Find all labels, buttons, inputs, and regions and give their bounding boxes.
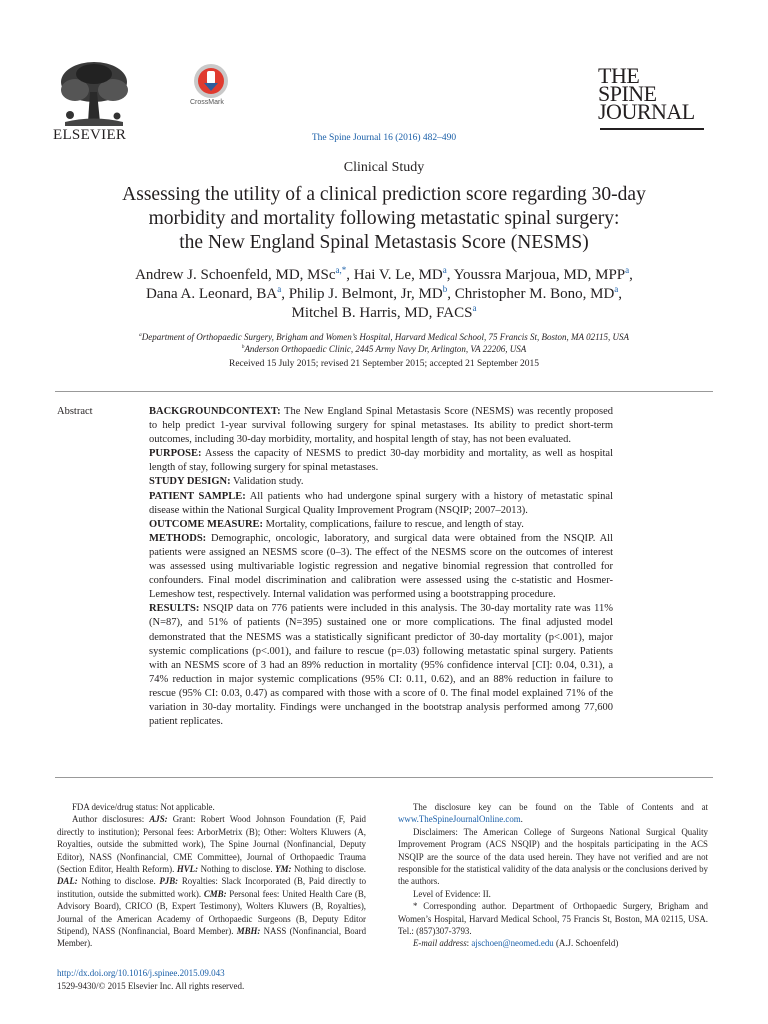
abstract-heading: METHODS: bbox=[149, 532, 207, 544]
affiliation-mark: b bbox=[241, 344, 245, 350]
journal-logo-line: JOURNAL bbox=[598, 99, 695, 124]
disclosure-label: HVL: bbox=[176, 864, 199, 875]
affiliation bbox=[60, 343, 708, 355]
crossmark-label: CrossMark bbox=[190, 99, 224, 106]
author-affiliation-mark[interactable]: a bbox=[614, 284, 619, 294]
abstract-heading: PATIENT SAMPLE: bbox=[149, 490, 246, 502]
author-separator: , bbox=[346, 267, 354, 283]
abstract-heading: STUDY DESIGN: bbox=[149, 476, 231, 488]
email-label: E-mail address bbox=[413, 938, 467, 949]
level-of-evidence: Level of Evidence: II. bbox=[413, 888, 491, 899]
author-separator: , bbox=[447, 286, 455, 302]
author-list bbox=[70, 266, 698, 323]
publisher-name: ELSEVIER bbox=[53, 127, 127, 143]
author-affiliation-mark[interactable]: a bbox=[625, 265, 630, 275]
author-line bbox=[70, 304, 698, 323]
author-separator: , bbox=[281, 286, 289, 302]
disclosure-label: MBH: bbox=[236, 926, 261, 937]
abstract-section bbox=[149, 475, 613, 489]
email-owner: (A.J. Schoenfeld) bbox=[553, 938, 619, 949]
author-name: Christopher M. Bono, MD bbox=[454, 286, 615, 302]
divider bbox=[55, 391, 713, 392]
disclosure-key-end: . bbox=[520, 814, 523, 825]
author-separator: , bbox=[629, 267, 633, 283]
email-separator: : bbox=[466, 938, 472, 949]
affiliation-text: Department of Orthopaedic Surgery, Brigham and Women’s Hospital, Harvard Medical School, 75 Francis St, Boston, MA 02115, USA bbox=[141, 332, 629, 342]
journal-citation[interactable]: The Spine Journal 16 (2016) 482–490 bbox=[311, 133, 457, 143]
author-name: Andrew J. Schoenfeld, MD, MSc bbox=[135, 267, 336, 283]
tree-icon bbox=[55, 60, 133, 130]
author-affiliation-mark[interactable]: a bbox=[277, 284, 282, 294]
disclosure-text: Personal fees: United Health Care (B, Advisory Board), CRICO (B, Expert Testimony), Wolters Kluwers (B, Royalties), Journal of the American Academy of Orthopaedic Surgeons (B, Deputy Editor Stipend), NASS (Nonfinancial, Board Member). bbox=[57, 888, 367, 937]
abstract-heading: OUTCOME MEASURE: bbox=[149, 518, 264, 530]
disclosure-text: Grant: Robert Wood Johnson Foundation (F, Paid directly to institution); Personal fees: ArborMetrix (B); Other: Wolters Kluwers (A, Royalties, outside the submitted work), The Spine Journal (Nonfinancial, Deputy Editor), NASS (Nonfinancial, CME Committee), Journal of Orthopaedic Trauma (Section Editor, Health Reform). bbox=[57, 814, 366, 875]
abstract-text: The New England Spinal Metastasis Score (NESMS) was recently proposed to help predict 1-year survival following surgery for spinal metastases. Its ability to predict short-term outcomes, including 30-day morbidity, mortality, and hospital length of stay, has not been evaluated. bbox=[149, 406, 614, 446]
article-section: Clinical Study bbox=[343, 160, 425, 175]
abstract-section bbox=[149, 447, 613, 475]
email-line bbox=[398, 937, 708, 949]
article-title bbox=[60, 183, 708, 255]
author-name: Philip J. Belmont, Jr, MD bbox=[288, 286, 443, 302]
journal-logo-line: SPINE bbox=[598, 81, 657, 106]
abstract-heading: RESULTS: bbox=[149, 603, 200, 615]
abstract-section bbox=[149, 532, 613, 602]
abstract-text: Mortality, complications, failure to rescue, and length of stay. bbox=[265, 518, 524, 530]
author-disclosures bbox=[57, 813, 366, 949]
author-name: Mitchel B. Harris, MD, FACS bbox=[291, 305, 473, 321]
author-line bbox=[70, 285, 698, 304]
abstract-text: Demographic, oncologic, laboratory, and surgical data were obtained from the NSQIP. All patients were assigned an NESMS score (0–3). The effect of the NESMS score on the outcomes of interest was assessed using multivariable logistic regression and negative binomial regression that controlled for confounders. Final model discrimination and calibration were assessed using the c-statistic and Hosmer-Lemeshow test, respectively. Internal validation was performed using a bootstrapping procedure. bbox=[149, 532, 614, 601]
affiliation-text: Anderson Orthopaedic Clinic, 2445 Army Navy Dr, Arlington, VA 22206, USA bbox=[244, 344, 527, 354]
disclosure-text: Royalties: Slack Incorporated (B, Paid directly to institution, outside the submitted work). bbox=[57, 876, 367, 899]
article-dates: Received 15 July 2015; revised 21 September 2015; accepted 21 September 2015 bbox=[229, 359, 539, 369]
disclosure-key bbox=[398, 801, 708, 826]
issn-copyright: 1529-9430/© 2015 Elsevier Inc. All rights reserved. bbox=[57, 981, 245, 991]
author-separator: , bbox=[446, 267, 454, 283]
disclosure-label: YM: bbox=[275, 864, 292, 875]
author-affiliation-mark[interactable]: a bbox=[442, 265, 447, 275]
fda-status: FDA device/drug status: Not applicable. bbox=[72, 802, 215, 812]
abstract-section bbox=[149, 405, 613, 447]
abstract-section bbox=[149, 518, 613, 532]
author-affiliation-mark[interactable]: a bbox=[472, 303, 477, 313]
abstract-heading: BACKGROUNDCONTEXT: bbox=[149, 406, 281, 417]
crossmark-badge-icon bbox=[193, 63, 229, 99]
abstract-text: All patients who had undergone spinal surgery with a history of metastatic spinal disease within the National Surgical Quality Improvement Program (NSQIP; 2007–2013). bbox=[149, 490, 613, 516]
author-affiliation-mark[interactable]: b bbox=[442, 284, 448, 294]
journal-logo-line: THE bbox=[598, 63, 640, 88]
corresponding-author: * Corresponding author. Department of Orthopaedic Surgery, Brigham and Women’s Hospital, Harvard Medical School, 75 Francis St, Boston, MA 02115, USA. Tel.: (857)307-3793. bbox=[398, 901, 708, 937]
disclosure-text: Nothing to disclose. bbox=[81, 876, 160, 887]
author-name: Dana A. Leonard, BA bbox=[145, 286, 278, 302]
journal-logo-rule bbox=[600, 128, 704, 130]
abstract-section bbox=[149, 602, 613, 729]
elsevier-tree-logo bbox=[55, 60, 133, 130]
disclosure-key-text: The disclosure key can be found on the Table of Contents and at bbox=[413, 802, 708, 812]
disclaimers: Disclaimers: The American College of Surgeons National Surgical Quality Improvement Program (ACS NSQIP) and the hospitals participating in the ACS NSQIP are the source of the data used herein. They have not verified and are not responsible for the statistical validity of the data analysis or the conclusions derived by the authors. bbox=[398, 826, 708, 887]
footnotes-right-column bbox=[398, 801, 708, 950]
author-name: Hai V. Le, MD bbox=[353, 267, 443, 283]
abstract-heading: PURPOSE: bbox=[149, 448, 202, 460]
title-line: Assessing the utility of a clinical prediction score regarding 30-day bbox=[122, 184, 646, 205]
disclosures-lead: Author disclosures: bbox=[72, 814, 150, 825]
abstract-section bbox=[149, 490, 613, 518]
doi-link[interactable]: http://dx.doi.org/10.1016/j.spinee.2015.09.043 bbox=[57, 968, 225, 978]
author-name: Youssra Marjoua, MD, MPP bbox=[453, 267, 626, 283]
disclosure-text: NASS (Nonfinancial, Board Member). bbox=[57, 926, 367, 949]
abstract-text: NSQIP data on 776 patients were included in this analysis. The 30-day mortality rate was 11% (N=87), and 51% of patients (N=395) sustained one or more complications. The final adjusted model demonstrated that the NESMS was a statistically significant predictor of 30-day mortality (p<.001), major systemic complications (p<.001), and failure to rescue (p=.03) following metastatic spinal surgery. Patients with an NESMS score of 3 had an 89% reduction in mortality (95% confidence interval [CI]: 0.04, 0.31), a 74% reduction in major systemic complications (95% CI: 0.11, 0.62), and an 88% reduction in failure to rescue (95% CI: 0.03, 0.47) as compared with those with a score of 0. The final model explained 71% of the variation in 30-day mortality. Findings were unchanged in the bootstrap analysis performed among 77,600 patient replicates. bbox=[149, 603, 613, 728]
abstract-text: Assess the capacity of NESMS to predict 30-day morbidity and mortality, as well as hospital length of stay, following surgery for spinal metastases. bbox=[149, 448, 613, 474]
abstract-text: Validation study. bbox=[233, 476, 304, 488]
email-link[interactable]: ajschoen@neomed.edu bbox=[471, 938, 554, 949]
journal-logo bbox=[598, 63, 708, 124]
disclosure-text: Nothing to disclose. bbox=[294, 864, 366, 875]
author-line bbox=[70, 266, 698, 285]
crossmark-icon[interactable] bbox=[193, 63, 229, 99]
affiliation-mark: a bbox=[139, 332, 142, 338]
title-line: the New England Spinal Metastasis Score (NESMS) bbox=[179, 232, 589, 253]
disclosure-label: CMB: bbox=[203, 888, 227, 899]
disclosure-text: Nothing to disclose. bbox=[200, 864, 276, 875]
author-separator: , bbox=[618, 286, 623, 302]
footnotes-left-column bbox=[57, 801, 366, 950]
abstract-label: Abstract bbox=[57, 406, 93, 417]
journal-website-link[interactable]: www.TheSpineJournalOnline.com bbox=[398, 814, 521, 825]
disclosure-label: PJB: bbox=[159, 876, 179, 887]
author-affiliation-mark[interactable]: a,* bbox=[335, 265, 347, 275]
disclosure-label: AJS: bbox=[149, 814, 168, 825]
abstract-body bbox=[149, 405, 613, 729]
affiliation bbox=[60, 331, 708, 343]
divider bbox=[55, 777, 713, 778]
affiliations bbox=[60, 331, 708, 355]
disclosure-label: DAL: bbox=[57, 876, 78, 887]
title-line: morbidity and mortality following metastatic spinal surgery: bbox=[148, 208, 620, 229]
